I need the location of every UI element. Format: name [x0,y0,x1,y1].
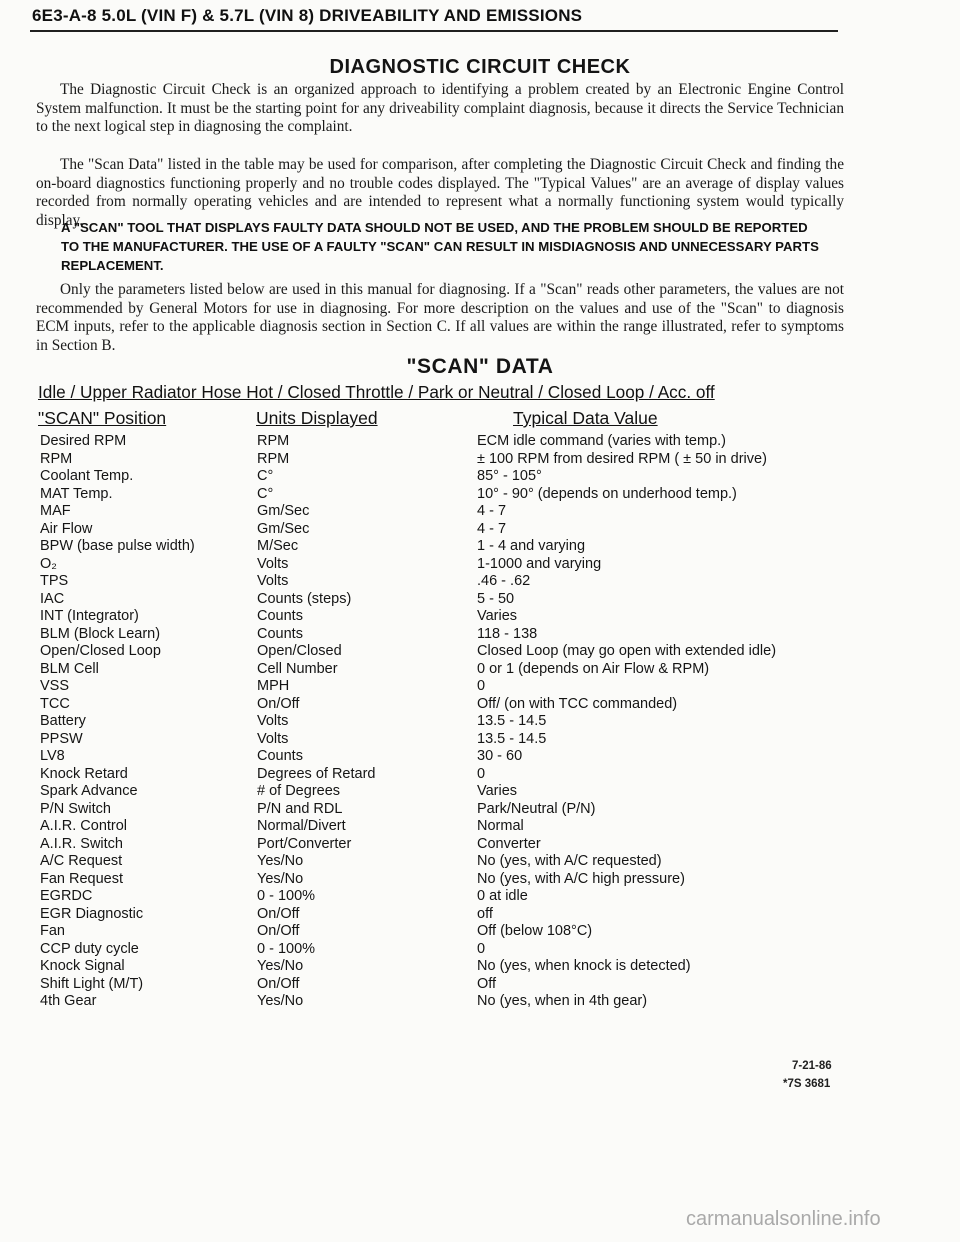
column-header-typical: Typical Data Value [513,408,658,428]
position-cell: BLM (Block Learn) [40,625,161,642]
units-cell: C° [257,468,274,484]
table-row [40,486,860,504]
table-row [40,748,860,766]
typical-value-cell: 13.5 - 14.5 [477,713,547,729]
intro-paragraph: The Diagnostic Circuit Check is an organized approach to identifying a problem created by an Electronic Engine Control System malfunction. It must be the starting point for any driveability complaint diagnosis, because it directs the Service Technician to the next logical step in diagnosing the complaint. [36,81,844,135]
footer-date: 7-21-86 [792,1060,832,1072]
typical-value-cell: off [477,905,493,922]
table-row [40,853,860,871]
units-cell: M/Sec [257,538,299,554]
units-cell: On/Off [257,905,300,922]
column-header-units: Units Displayed [256,408,378,428]
position-cell: Battery [40,713,86,729]
header-rule [30,30,838,32]
table-row [40,906,860,924]
table-row [40,678,860,696]
units-cell: MPH [257,678,290,694]
typical-value-cell: 0 [477,940,486,957]
position-cell: BPW (base pulse width) [40,538,195,554]
units-cell: On/Off [257,695,300,712]
position-cell: Spark Advance [40,783,138,799]
table-row [40,766,860,784]
table-row [40,696,860,714]
typical-value-cell: Varies [477,783,518,799]
position-cell: PPSW [40,730,83,747]
table-row [40,713,860,731]
units-cell: Volts [257,713,289,729]
units-cell: Counts [257,608,303,624]
units-cell: C° [257,485,274,502]
position-cell: TCC [40,695,70,712]
position-cell: LV8 [40,748,65,764]
typical-value-cell: Park/Neutral (P/N) [477,800,596,817]
position-cell: Knock Retard [40,765,128,782]
table-row [40,643,860,661]
units-cell: Gm/Sec [257,520,310,537]
scan-data-title: "SCAN" DATA [406,355,554,378]
warning-notice: A "SCAN" TOOL THAT DISPLAYS FAULTY DATA SHOULD NOT BE USED, AND THE PROBLEM SHOULD BE REPORTED TO THE MANUFACTURER. THE USE OF A FAULTY "SCAN" CAN RESULT IN MISDIAGNOSIS AND UNNECESSARY PARTS REPLACEMENT. [61,220,819,273]
position-cell: BLM Cell [40,660,99,677]
position-cell: IAC [40,590,65,607]
typical-value-cell: No (yes, when knock is detected) [477,958,691,974]
position-cell: MAF [40,503,71,519]
table-row [40,731,860,749]
position-cell: Shift Light (M/T) [40,975,144,992]
units-cell: Open/Closed [257,643,342,659]
typical-value-cell: No (yes, with A/C high pressure) [477,870,685,887]
typical-value-cell: Normal [477,818,524,834]
typical-value-cell: 30 - 60 [477,748,523,764]
units-cell: Normal/Divert [257,818,346,834]
table-row [40,818,860,836]
table-row [40,871,860,889]
table-row [40,626,860,644]
typical-value-cell: 1 - 4 and varying [477,538,586,554]
table-row [40,661,860,679]
table-row [40,941,860,959]
section-title: DIAGNOSTIC CIRCUIT CHECK [329,56,631,78]
table-row [40,923,860,941]
units-cell: Degrees of Retard [257,765,376,782]
typical-value-cell: 118 - 138 [477,625,538,642]
units-cell: Counts [257,748,303,764]
position-cell: A/C Request [40,853,123,869]
parameters-paragraph: Only the parameters listed below are used in this manual for diagnosing. If a "Scan" reads other parameters, the values are not recommended by General Motors for use in diagnosing. For more description on the values and use of the "Scan" to diagnosis ECM inputs, refer to the applicable diagnosis section in Section C. If all values are within the range illustrated, refer to symptoms in Section B. [36,281,844,354]
typical-value-cell: 13.5 - 14.5 [477,730,547,747]
units-cell: On/Off [257,975,300,992]
table-row [40,538,860,556]
position-cell: Coolant Temp. [40,468,134,484]
table-row [40,503,860,521]
table-row [40,801,860,819]
table-row [40,958,860,976]
position-cell: Air Flow [40,520,93,537]
typical-value-cell: No (yes, with A/C requested) [477,853,662,869]
table-row [40,468,860,486]
units-cell: 0 - 100% [257,888,316,904]
position-cell: TPS [40,573,69,589]
typical-value-cell: 0 at idle [477,888,528,904]
table-row [40,591,860,609]
units-cell: Yes/No [257,958,304,974]
typical-value-cell: Off [477,975,497,992]
units-cell: On/Off [257,923,300,939]
units-cell: RPM [257,433,290,449]
typical-value-cell: Converter [477,835,541,852]
position-cell: MAT Temp. [40,485,113,502]
typical-value-cell: Off (below 108°C) [477,923,593,939]
units-cell: P/N and RDL [257,800,343,817]
units-cell: Volts [257,555,289,572]
typical-value-cell: 0 [477,765,486,782]
position-cell: Fan Request [40,870,124,887]
units-cell: Port/Converter [257,835,352,852]
site-watermark: carmanualsonline.info [686,1208,881,1230]
table-row [40,433,860,451]
table-row [40,556,860,574]
position-cell: EGRDC [40,888,93,904]
position-cell: Fan [40,923,65,939]
footer-reference: *7S 3681 [783,1078,831,1090]
position-cell: O₂ [40,555,57,572]
position-cell: P/N Switch [40,800,111,817]
table-row [40,888,860,906]
position-cell: Open/Closed Loop [40,643,161,659]
typical-value-cell: No (yes, when in 4th gear) [477,993,648,1009]
typical-value-cell: 85° - 105° [477,468,542,484]
typical-value-cell: 0 [477,678,486,694]
typical-value-cell: 4 - 7 [477,520,507,537]
typical-value-cell: 10° - 90° (depends on underhood temp.) [477,485,737,502]
typical-value-cell: .46 - .62 [477,573,531,589]
table-row [40,608,860,626]
units-cell: Gm/Sec [257,503,310,519]
typical-value-cell: 0 or 1 (depends on Air Flow & RPM) [477,660,710,677]
typical-value-cell: 4 - 7 [477,503,507,519]
units-cell: Counts [257,625,303,642]
table-row [40,993,860,1011]
units-cell: Yes/No [257,870,304,887]
position-cell: A.I.R. Switch [40,835,123,852]
typical-value-cell: 5 - 50 [477,590,515,607]
units-cell: Volts [257,730,289,747]
page-header: 6E3-A-8 5.0L (VIN F) & 5.7L (VIN 8) DRIVEABILITY AND EMISSIONS [32,6,583,25]
position-cell: INT (Integrator) [40,608,139,624]
scan-data-table [40,433,860,1011]
position-cell: VSS [40,678,70,694]
position-cell: Desired RPM [40,433,127,449]
position-cell: CCP duty cycle [40,940,139,957]
units-cell: Yes/No [257,853,304,869]
table-row [40,976,860,994]
table-row [40,451,860,469]
units-cell: 0 - 100% [257,940,316,957]
typical-value-cell: Varies [477,608,518,624]
typical-value-cell: 1-1000 and varying [477,555,602,572]
position-cell: Knock Signal [40,958,125,974]
units-cell: Cell Number [257,660,338,677]
typical-value-cell: ± 100 RPM from desired RPM ( ± 50 in drive) [477,450,767,467]
typical-value-cell: Closed Loop (may go open with extended idle) [477,643,777,659]
typical-value-cell: Off/ (on with TCC commanded) [477,695,678,712]
position-cell: EGR Diagnostic [40,905,144,922]
table-row [40,573,860,591]
column-header-position: "SCAN" Position [38,408,167,428]
units-cell: Counts (steps) [257,590,352,607]
scan-data-paragraph: The "Scan Data" listed in the table may be used for comparison, after completing the Diagnostic Circuit Check and finding the on-board diagnostics functioning properly and no trouble codes displayed. The "Typical Values" are an average of display values recorded from normally operating vehicles and are intended to represent what a normally functioning system would typically display. [36,156,844,229]
typical-value-cell: ECM idle command (varies with temp.) [477,433,726,449]
table-row [40,783,860,801]
table-row [40,521,860,539]
position-cell: A.I.R. Control [40,818,128,834]
units-cell: # of Degrees [257,783,341,799]
table-row [40,836,860,854]
units-cell: Volts [257,573,289,589]
units-cell: RPM [257,450,290,467]
test-conditions: Idle / Upper Radiator Hose Hot / Closed Throttle / Park or Neutral / Closed Loop / Acc. off [38,382,715,402]
units-cell: Yes/No [257,993,304,1009]
position-cell: RPM [40,450,73,467]
position-cell: 4th Gear [40,993,97,1009]
